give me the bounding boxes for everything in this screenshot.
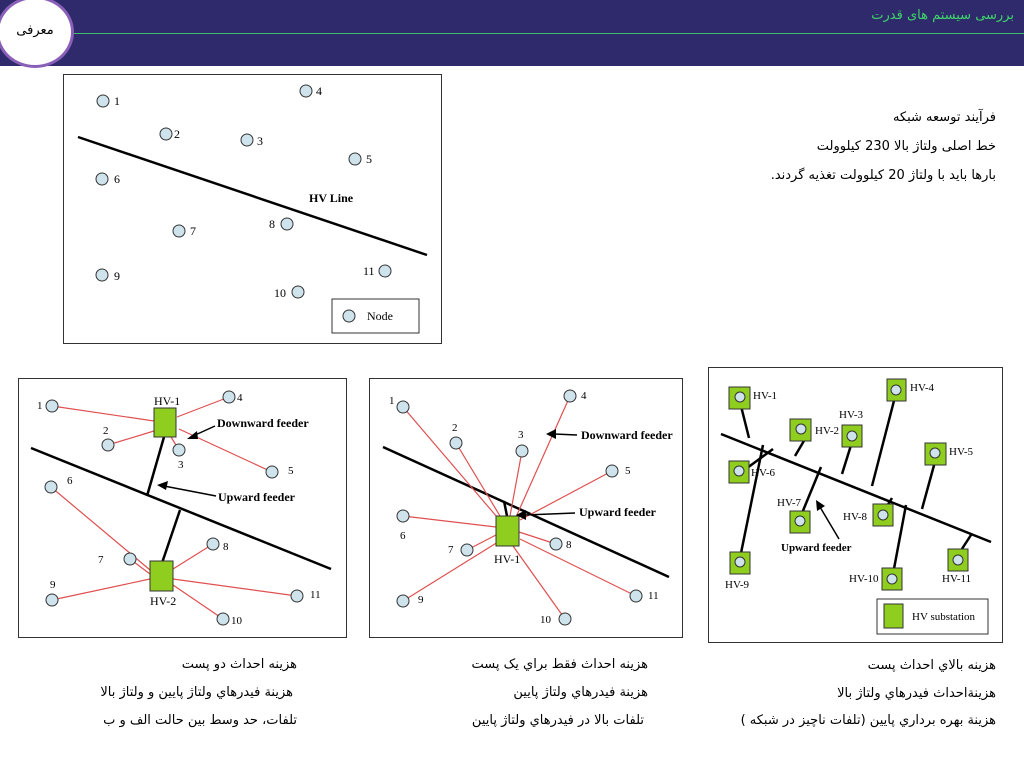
right-diagram [709, 368, 1002, 642]
node-circle [516, 445, 528, 457]
substation-box [154, 408, 176, 437]
node-circle [46, 594, 58, 606]
upward-feeder-line [893, 505, 906, 574]
node-label: 9 [50, 579, 56, 591]
node-circle [96, 173, 108, 185]
substation-label: HV-1 [154, 394, 181, 408]
node-label: 3 [257, 134, 263, 148]
caption-middle-3: تلفات بالا در فیدرهاي ولتاژ پایین [471, 713, 644, 728]
upward-feeder-line [922, 458, 936, 509]
node-circle [461, 544, 473, 556]
downward-feeder-label: Downward feeder [217, 416, 309, 430]
upward-arrowhead [816, 500, 825, 511]
caption-left-1: هزینه احداث دو پست [181, 657, 297, 672]
substation-label: HV-6 [751, 467, 776, 479]
feeder-line [456, 443, 500, 516]
substation-label: HV-9 [725, 579, 750, 591]
legend-label: Node [367, 309, 393, 323]
node-circle [630, 590, 642, 602]
top-diagram [64, 75, 441, 343]
node-circle [97, 95, 109, 107]
node-label: 1 [114, 94, 120, 108]
intro-line-1: فرآيند توسعه شبکه [892, 110, 996, 125]
node-label: 3 [178, 459, 184, 471]
feeder-line [520, 539, 636, 596]
legend-label: HV substation [912, 611, 976, 623]
section-badge-label: معرفی [16, 23, 54, 38]
node-circle [291, 590, 303, 602]
header-bar [0, 0, 1024, 66]
node-label: 1 [37, 400, 43, 412]
node-circle [450, 437, 462, 449]
node-label: 6 [400, 530, 406, 542]
node-label: 7 [448, 544, 454, 556]
substation-box [150, 561, 173, 591]
node-circle [96, 269, 108, 281]
node-circle [223, 391, 235, 403]
caption-middle-1: هزینه احداث فقط براي یک پست [471, 657, 648, 672]
top-diagram-panel [63, 74, 442, 344]
substation-label: HV-11 [942, 573, 972, 585]
node-label: 10 [274, 286, 286, 300]
node-circle [953, 555, 963, 565]
downward-arrow [554, 434, 577, 435]
node-circle [550, 538, 562, 550]
node-label: 11 [310, 589, 321, 601]
node-label: 5 [625, 465, 631, 477]
substation-label: HV-8 [843, 511, 868, 523]
node-circle [734, 466, 744, 476]
downward-feeder-label: Downward feeder [581, 428, 673, 442]
hv-line-label: HV Line [309, 191, 354, 205]
node-circle [102, 439, 114, 451]
node-circle [46, 400, 58, 412]
substation-label: HV-3 [839, 409, 864, 421]
node-label: 2 [103, 425, 109, 437]
upward-arrow [820, 507, 839, 539]
node-label: 8 [566, 539, 572, 551]
right-diagram-panel [708, 367, 1003, 643]
upward-feeders [147, 437, 180, 563]
caption-left-2: هزینة فیدرهاي ولتاژ پایین و ولتاژ بالا [100, 685, 293, 700]
node-label: 10 [540, 614, 551, 626]
upward-feeder-label: Upward feeder [218, 490, 295, 504]
feeder-line [108, 431, 154, 445]
node-circle [397, 401, 409, 413]
caption-middle-2: هزینة فیدرهاي ولتاژ پایین [513, 685, 648, 700]
node-circle [887, 574, 897, 584]
node-circle [207, 538, 219, 550]
left-diagram-panel [18, 378, 347, 638]
legend-substation-icon [884, 604, 903, 628]
left-diagram [19, 379, 346, 637]
node-label: 11 [648, 590, 659, 602]
substation-label: HV-10 [849, 573, 879, 585]
substation-label: HV-1 [494, 552, 521, 566]
middle-diagram-panel [369, 378, 683, 638]
feeder-line [52, 579, 150, 600]
node-circle [891, 385, 901, 395]
hv-line [78, 137, 427, 255]
node-label: 2 [174, 127, 180, 141]
node-label: 4 [581, 390, 587, 402]
node-circle [397, 510, 409, 522]
node-label: 6 [114, 172, 120, 186]
upward-feeder-line [872, 393, 896, 486]
node-circle [160, 128, 172, 140]
node-label: 1 [389, 395, 395, 407]
node-circle [281, 218, 293, 230]
node-label: 7 [190, 224, 196, 238]
node-circle [45, 481, 57, 493]
node-circle [564, 390, 576, 402]
node-label: 8 [269, 217, 275, 231]
node-circle [379, 265, 391, 277]
upward-feeder-label: Upward feeder [579, 505, 656, 519]
header-divider [0, 33, 1024, 34]
node-circle [292, 286, 304, 298]
node-circle [300, 85, 312, 97]
node-circle [349, 153, 361, 165]
feeder-line [52, 406, 154, 421]
intro-line-2: خط اصلی ولتاژ بالا 230 کیلوولت [816, 139, 996, 154]
substation-box [496, 516, 519, 546]
upward-arrowhead [157, 481, 168, 490]
node-circle [559, 613, 571, 625]
substation-label: HV-5 [949, 446, 974, 458]
caption-left-3: تلفات، حد وسط بین حالت الف و ب [103, 713, 297, 728]
node-circle [847, 431, 857, 441]
node-label: 6 [67, 475, 73, 487]
caption-right-2: هزینةاحداث فیدرهاي ولتاژ بالا [837, 686, 996, 701]
node-circle [735, 557, 745, 567]
substation-label: HV-2 [815, 425, 840, 437]
node-circle [266, 466, 278, 478]
upward-feeder-label: Upward feeder [781, 542, 852, 554]
feeder-line [173, 579, 297, 596]
node-circle [124, 553, 136, 565]
node-label: 4 [316, 84, 322, 98]
node-circle [796, 424, 806, 434]
substation-label: HV-2 [150, 594, 177, 608]
node-label: 3 [518, 429, 524, 441]
node-label: 9 [418, 594, 424, 606]
upward-arrow [164, 486, 216, 496]
node-circle [606, 465, 618, 477]
substation-label: HV-4 [910, 382, 935, 394]
caption-right-1: هزینه بالاي احداث پست [867, 658, 996, 673]
caption-right-3: هزینة بهره برداري پایین (تلفات ناچیز در شبکه ) [740, 713, 996, 728]
substation-label: HV-1 [753, 390, 778, 402]
node-circle [217, 613, 229, 625]
node-circle [878, 510, 888, 520]
node-label: 7 [98, 554, 104, 566]
node-label: 11 [363, 264, 375, 278]
intro-line-3: بارها باید با ولتاژ 20 کیلوولت تغذیه گردند. [770, 168, 996, 183]
node-label: 10 [231, 615, 242, 627]
header-title: بررسی سیستم های قدرت [871, 8, 1014, 23]
legend-node-icon [343, 310, 355, 322]
node-circle [795, 516, 805, 526]
feeder-line [403, 516, 496, 527]
middle-diagram [370, 379, 682, 637]
feeder-line [177, 397, 229, 417]
node-label: 5 [366, 152, 372, 166]
node-label: 8 [223, 541, 229, 553]
node-circle [735, 392, 745, 402]
substation-label: HV-7 [777, 497, 802, 509]
node-label: 4 [237, 392, 243, 404]
node-label: 2 [452, 422, 458, 434]
node-label: 9 [114, 269, 120, 283]
node-circle [173, 444, 185, 456]
node-label: 5 [288, 465, 294, 477]
feeder-line [173, 544, 213, 569]
downward-arrowhead [187, 431, 198, 439]
node-circle [930, 448, 940, 458]
node-circle [397, 595, 409, 607]
feeder-line [173, 585, 223, 619]
node-circle [173, 225, 185, 237]
upward-feeder-line [162, 510, 180, 563]
node-circle [241, 134, 253, 146]
